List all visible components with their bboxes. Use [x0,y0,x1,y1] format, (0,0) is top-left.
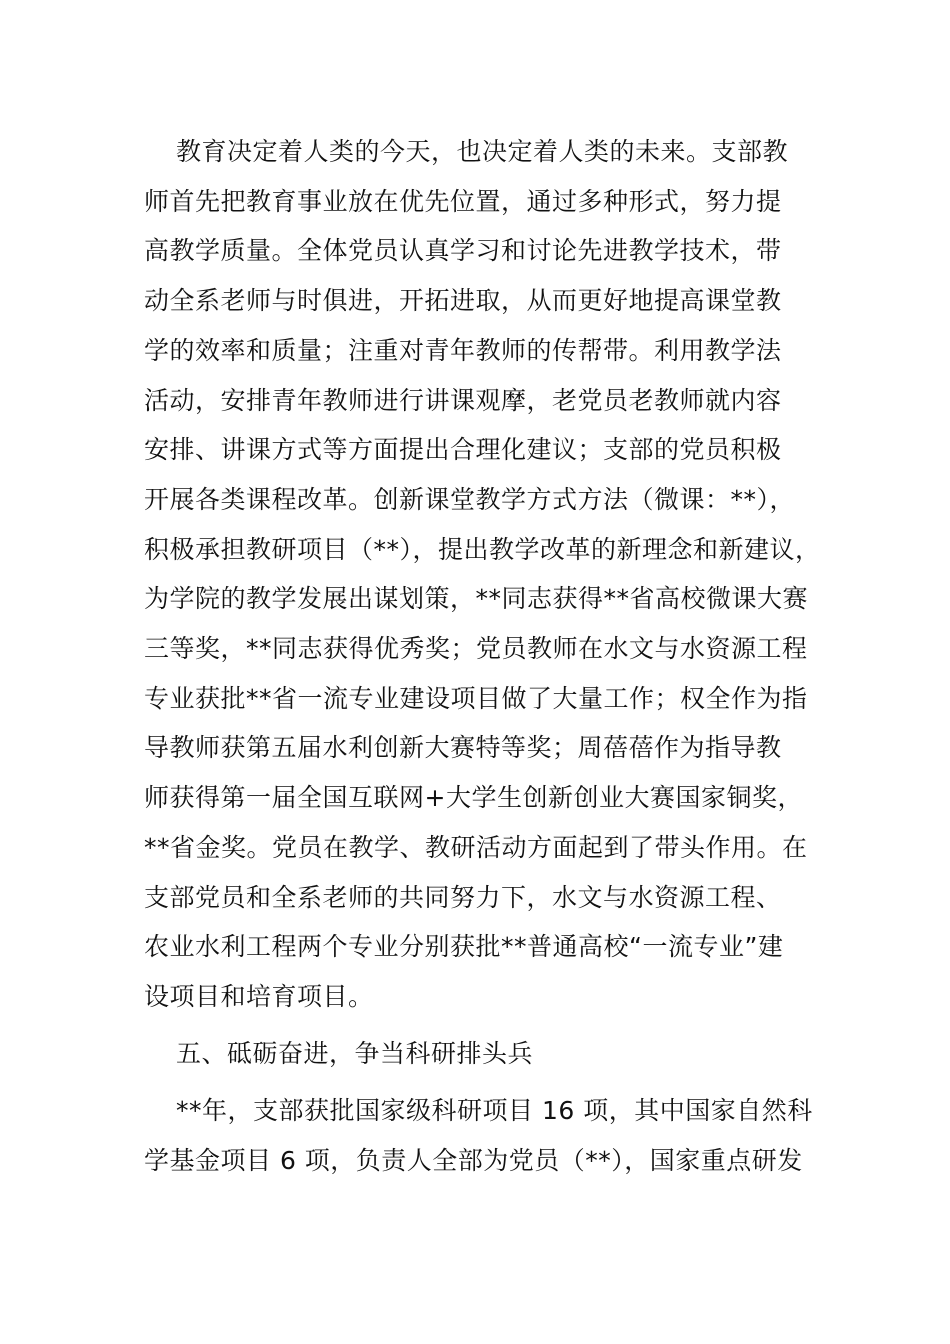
paragraph-line: 导教师获第五届水利创新大赛特等奖；周蓓蓓作为指导教 [144,733,782,762]
paragraph-line: 师获得第一届全国互联网+大学生创新创业大赛国家铜奖， [144,783,803,812]
paragraph-line: 为学院的教学发展出谋划策，**同志获得**省高校微课大赛 [144,584,809,613]
paragraph-line: **年，支部获批国家级科研项目 16 项，其中国家自然科 [176,1096,813,1125]
paragraph-line: 三等奖，**同志获得优秀奖；党员教师在水文与水资源工程 [144,634,808,663]
paragraph-line: 积极承担教研项目（**），提出教学改革的新理念和新建议， [144,535,821,564]
paragraph-line: **省金奖。党员在教学、教研活动方面起到了带头作用。在 [144,833,808,862]
paragraph-line: 农业水利工程两个专业分别获批**普通高校“一流专业”建 [144,932,784,961]
paragraph-line: 高教学质量。全体党员认真学习和讨论先进教学技术，带 [144,236,782,265]
section-heading: 五、砥砺奋进，争当科研排头兵 [176,1039,534,1068]
paragraph-line: 学基金项目 6 项，负责人全部为党员（**），国家重点研发 [144,1146,803,1175]
paragraph-line: 专业获批**省一流专业建设项目做了大量工作；权全作为指 [144,684,808,713]
paragraph-line: 教育决定着人类的今天，也决定着人类的未来。支部教 [176,137,789,166]
paragraph-line: 活动，安排青年教师进行讲课观摩，老党员老教师就内容 [144,386,782,415]
paragraph-line: 安排、讲课方式等方面提出合理化建议；支部的党员积极 [144,435,782,464]
paragraph-line: 动全系老师与时俱进，开拓进取，从而更好地提高课堂教 [144,286,782,315]
paragraph-line: 开展各类课程改革。创新课堂教学方式方法（微课：**）， [144,485,796,514]
paragraph-line: 学的效率和质量；注重对青年教师的传帮带。利用教学法 [144,336,782,365]
paragraph-line: 设项目和培育项目。 [144,982,374,1011]
paragraph-line: 师首先把教育事业放在优先位置，通过多种形式，努力提 [144,187,782,216]
paragraph-line: 支部党员和全系老师的共同努力下，水文与水资源工程、 [144,883,782,912]
